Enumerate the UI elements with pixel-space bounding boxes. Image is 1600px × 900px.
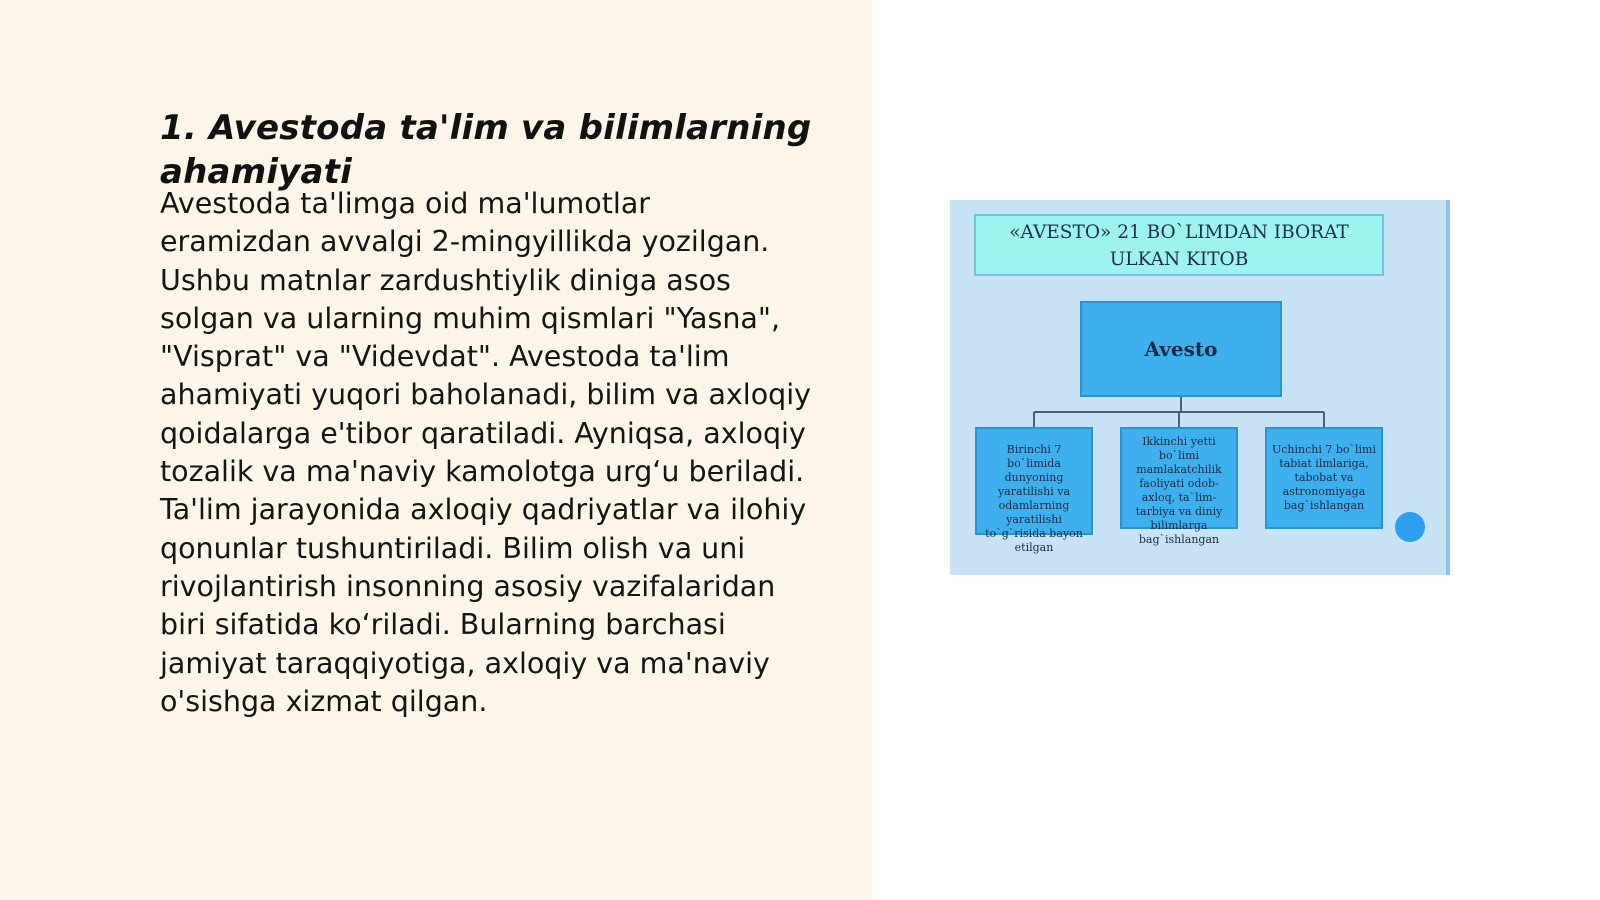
diagram-main-node: Avesto <box>1080 301 1282 397</box>
avesto-structure-diagram <box>950 200 1450 575</box>
slide-heading: 1. Avestoda ta'lim va bilimlarning ahamiyati <box>160 108 812 192</box>
slide-body-text: Avestoda ta'limga oid ma'lumotlar eramizdan avvalgi 2-mingyillikda yozilgan. Ushbu matnlar zardushtiylik diniga asos solgan va ularning muhim qismlari "Yasna", "Visprat" va "Videvdat". Avestoda ta'lim ahamiyati yuqori baholanadi, bilim va axloqiy qoidalarga e'tibor qaratiladi. Ayniqsa, axloqiy tozalik va ma'naviy kamolotga urg‘u beriladi. Ta'lim jarayonida axloqiy qadriyatlar va ilohiy qonunlar tushuntiriladi. Bilim olish va uni rivojlantirish insonning asosiy vazifalaridan biri sifatida ko‘riladi. Bularning barchasi jamiyat taraqqiyotiga, axloqiy va ma'naviy o'sishga xizmat qilgan. <box>160 187 812 718</box>
diagram-child-node: Birinchi 7 bo`limida dunyoning yaratilishi va odamlarning yaratilishi to`g`risida bayon etilgan <box>975 427 1093 535</box>
blue-dot-decoration <box>1395 512 1425 542</box>
diagram-child-node: Uchinchi 7 bo`limi tabiat ilmlariga, tabobat va astronomiyaga bag`ishlangan <box>1265 427 1383 529</box>
diagram-title: «AVESTO» 21 BO`LIMDAN IBORAT ULKAN KITOB <box>974 214 1384 276</box>
diagram-child-node: Ikkinchi yetti bo`limi mamlakatchilik faoliyati odob-axloq, ta`lim-tarbiya va diniy bilimlarga bag`ishlangan <box>1120 427 1238 529</box>
